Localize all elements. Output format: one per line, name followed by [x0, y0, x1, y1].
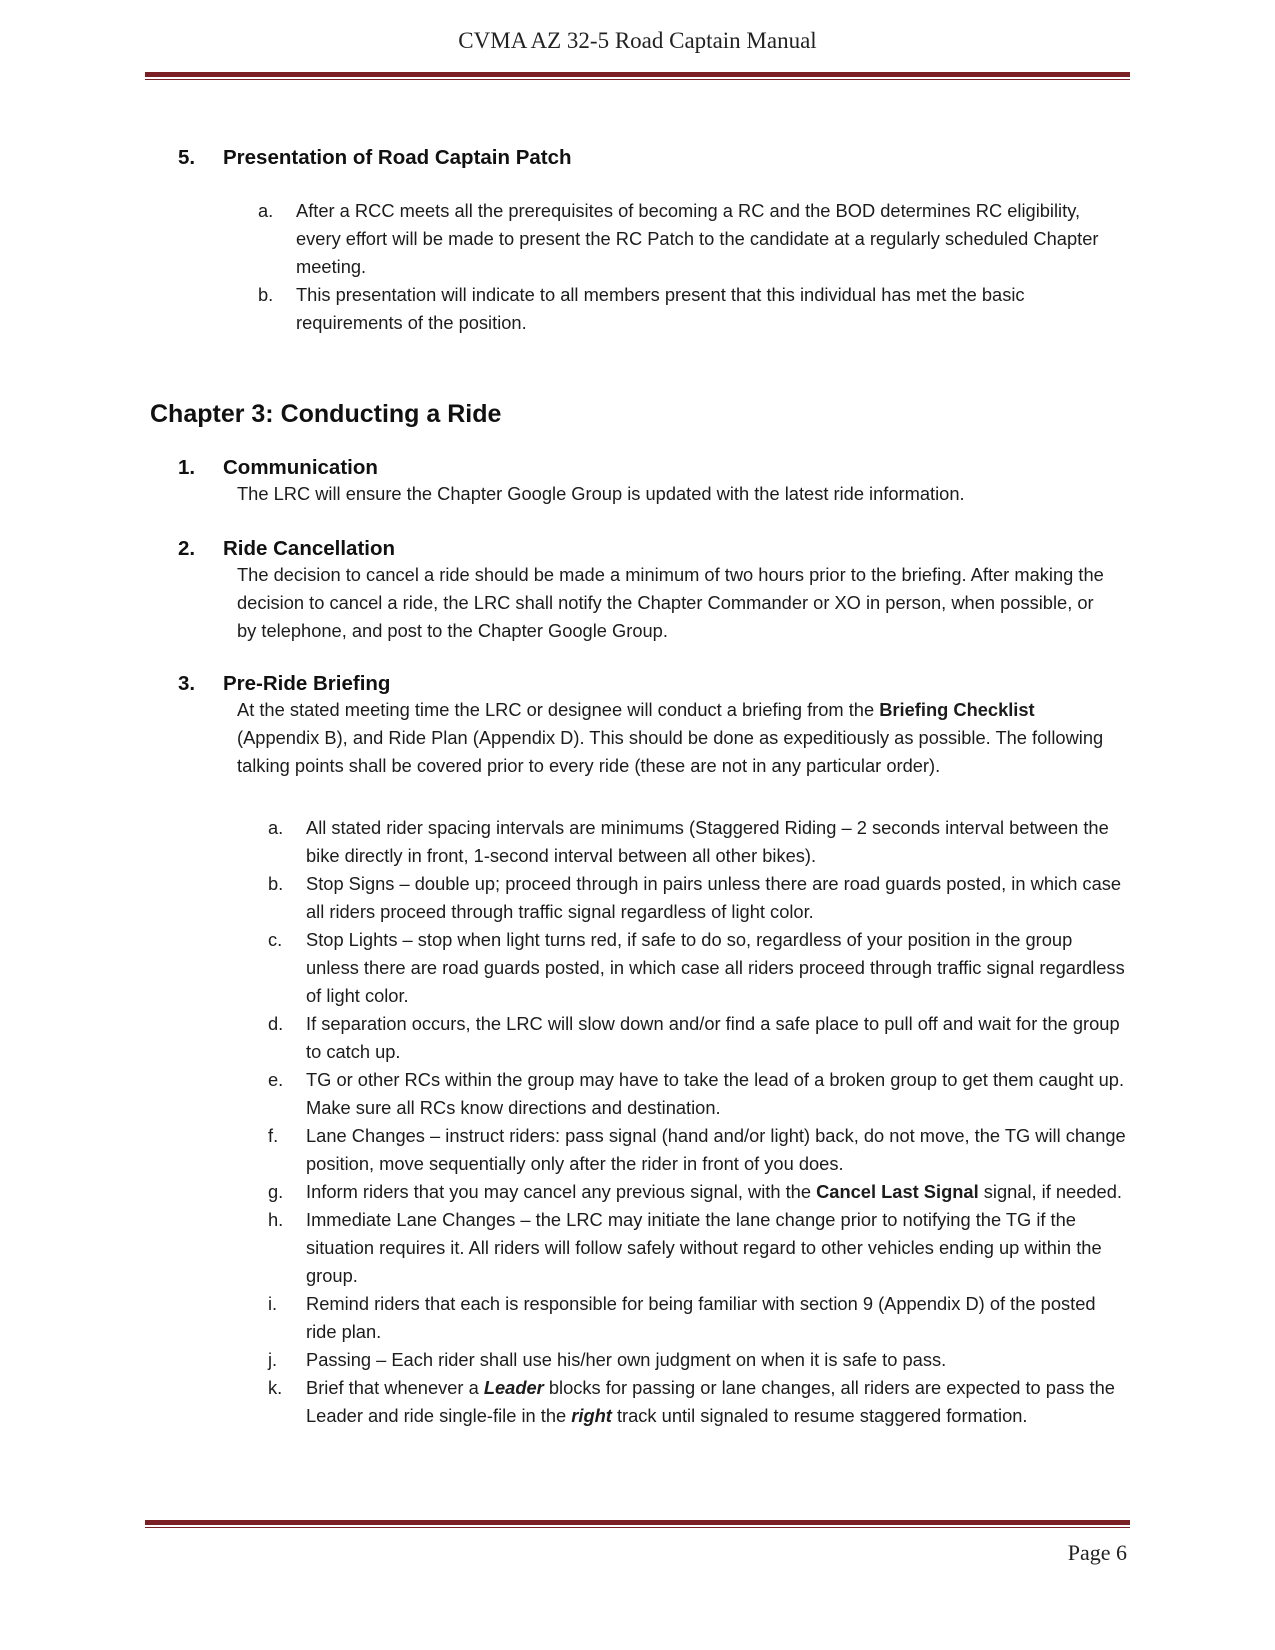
list-bold-italic-text: Leader	[483, 1377, 544, 1398]
list-text: TG or other RCs within the group may have to take the lead of a broken group to get them caught up. Make sure all RCs know directions and destination.	[306, 1069, 1125, 1118]
list-text: Stop Signs – double up; proceed through in pairs unless there are road guards posted, in which case all riders proceed through traffic signal regardless of light color.	[306, 873, 1122, 922]
section-title: Communication	[223, 456, 378, 479]
section-number: 2.	[178, 537, 196, 560]
list-text: Passing – Each rider shall use his/her own judgment on when it is safe to pass.	[306, 1349, 947, 1370]
list-marker: i.	[268, 1293, 278, 1314]
list-text: This presentation will indicate to all members present that this individual has met the basic requirements of the position.	[296, 284, 1025, 333]
section-title: Pre-Ride Briefing	[223, 672, 391, 695]
list-marker: f.	[268, 1125, 279, 1146]
list-marker: h.	[268, 1209, 284, 1230]
list-item	[268, 1066, 1128, 1122]
section-5-list	[258, 197, 1118, 337]
section-title: Ride Cancellation	[223, 537, 396, 560]
list-marker: a.	[258, 200, 274, 221]
page-number: Page 6	[1067, 1540, 1127, 1565]
list-text: Immediate Lane Changes – the LRC may initiate the lane change prior to notifying the TG if the situation requires it. All riders will follow safely without regard to other vehicles ending up within the group.	[306, 1209, 1102, 1286]
list-text: All stated rider spacing intervals are minimums (Staggered Riding – 2 seconds interval between the bike directly in front, 1-second interval between all other bikes).	[306, 817, 1109, 866]
list-item	[268, 1122, 1128, 1178]
list-text: track until signaled to resume staggered formation.	[611, 1405, 1028, 1426]
list-item	[268, 1346, 1128, 1374]
list-text: If separation occurs, the LRC will slow down and/or find a safe place to pull off and wait for the group to catch up.	[306, 1013, 1120, 1062]
list-item	[268, 1290, 1128, 1346]
list-marker: c.	[268, 929, 283, 950]
list-bold-italic-text: right	[571, 1405, 612, 1426]
section-number: 5.	[178, 146, 196, 169]
list-marker: a.	[268, 817, 284, 838]
list-item	[268, 870, 1128, 926]
section-1-body: The LRC will ensure the Chapter Google Group is updated with the latest ride information.	[237, 483, 965, 504]
section-number: 1.	[178, 456, 196, 479]
list-item	[268, 1010, 1128, 1066]
section-2-body: The decision to cancel a ride should be made a minimum of two hours prior to the briefing. After making the decision to cancel a ride, the LRC shall notify the Chapter Commander or XO in person, when possible, or by telephone, and post to the Chapter Google Group.	[237, 564, 1104, 641]
list-text: Remind riders that each is responsible for being familiar with section 9 (Appendix D) of the posted ride plan.	[306, 1293, 1096, 1342]
briefing-list	[268, 814, 1128, 1430]
footer-rule	[145, 1520, 1130, 1528]
list-item	[268, 1374, 1128, 1430]
list-marker: b.	[258, 284, 274, 305]
list-text: After a RCC meets all the prerequisites of becoming a RC and the BOD determines RC eligibility, every effort will be made to present the RC Patch to the candidate at a regularly scheduled Chapter meeting.	[296, 200, 1099, 277]
body-text: (Appendix B), and Ride Plan (Appendix D). This should be done as expeditiously as possible. The following talking points shall be covered prior to every ride (these are not in any particular order).	[237, 727, 1104, 776]
list-text: Brief that whenever a	[306, 1377, 484, 1398]
list-item	[268, 814, 1128, 870]
list-text: blocks for passing or lane changes, all riders are expected to pass the Leader and ride single-file in the	[306, 1377, 1115, 1426]
list-text: signal, if needed.	[978, 1181, 1122, 1202]
list-item	[268, 926, 1128, 1010]
list-bold-text: Cancel Last Signal	[816, 1181, 979, 1202]
body-bold-text: Briefing Checklist	[879, 699, 1035, 720]
list-marker: d.	[268, 1013, 284, 1034]
body-text: At the stated meeting time the LRC or designee will conduct a briefing from the	[237, 699, 880, 720]
list-marker: j.	[268, 1349, 278, 1370]
running-header: CVMA AZ 32-5 Road Captain Manual	[458, 28, 817, 53]
list-text: Inform riders that you may cancel any previous signal, with the	[306, 1181, 817, 1202]
list-item	[258, 281, 1118, 337]
section-3-body	[237, 696, 1117, 780]
list-marker: g.	[268, 1181, 284, 1202]
header-rule	[145, 72, 1130, 80]
list-marker: b.	[268, 873, 284, 894]
list-item	[268, 1178, 1128, 1206]
list-marker: e.	[268, 1069, 284, 1090]
list-marker: k.	[268, 1377, 283, 1398]
list-text: Lane Changes – instruct riders: pass signal (hand and/or light) back, do not move, the TG will change position, move sequentially only after the rider in front of you does.	[306, 1125, 1126, 1174]
section-number: 3.	[178, 672, 196, 695]
section-title: Presentation of Road Captain Patch	[223, 146, 572, 169]
list-item	[258, 197, 1118, 281]
list-text: Stop Lights – stop when light turns red, if safe to do so, regardless of your position in the group unless there are road guards posted, in which case all riders proceed through traffic signal regardless of light color.	[306, 929, 1125, 1006]
list-item	[268, 1206, 1128, 1290]
chapter-heading: Chapter 3: Conducting a Ride	[150, 400, 502, 428]
